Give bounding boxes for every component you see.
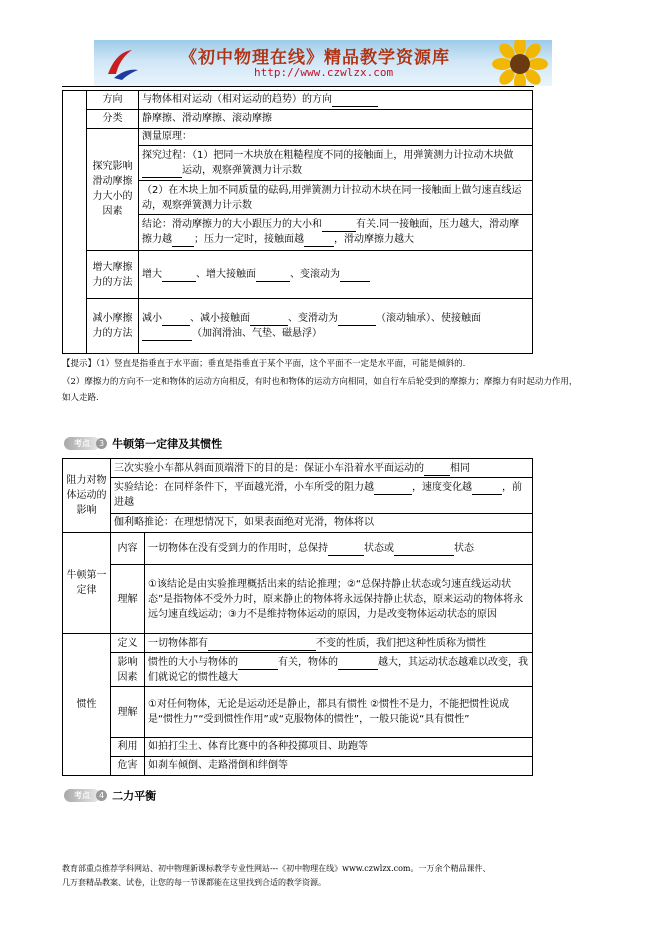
- kp3-title: 牛顿第一定律及其惯性: [112, 437, 223, 451]
- footer-line-1: 教育部重点推荐学科网站、初中物理新课标教学专业性网站---《初中物理在线》www.czwlzx.com。一万余个精品课件、: [62, 864, 491, 873]
- footer: [62, 862, 602, 890]
- principle-cell: 测量原理：: [139, 128, 533, 145]
- site-logo-icon: [102, 44, 142, 84]
- explore-label: 探究影响滑动摩擦力大小的因素: [87, 128, 139, 250]
- harm-label: 危害: [111, 756, 145, 775]
- kp4-title: 二力平衡: [112, 789, 157, 803]
- process-2-cell: （2）在木块上加不同质量的砝码,用弹簧测力计拉动木块在同一接触面上做匀速直线运动，观察弹簧测力计示数: [139, 181, 533, 215]
- kp4-num: 4: [96, 790, 107, 801]
- tip-line-1: 【提示】（1）竖直是指垂直于水平面；垂直是指垂直于某个平面，这个平面不一定是水平面，可能是倾斜的.: [62, 359, 466, 369]
- newton-table: [62, 458, 533, 776]
- decrease-label: 减小摩擦力的方法: [87, 299, 139, 354]
- decrease-cell: 减小 、减小接触面 、变滑动为 （滚动轴承）、使接触面（加润滑油、气垫、磁悬浮）: [139, 299, 533, 354]
- inertia-label: 惯性: [63, 634, 111, 776]
- use-cell: 如拍打尘土、体育比赛中的各种投掷项目、助跑等: [145, 737, 533, 756]
- def-cell: 一切物体都有 不变的性质，我们把这种性质称为惯性: [145, 634, 533, 653]
- header-rule: [62, 86, 534, 87]
- newton-understand-cell: ①该结论是由实验推理概括出来的结论推理；②“总保持静止状态或匀速直线运动状态”是指物体不受外力时，原来静止的物体将永远保持静止状态，原来运动的物体将永远匀速直线运动；③力不是维持物体运动的原因，力是改变物体运动状态的原因: [145, 564, 533, 634]
- inertia-understand-label: 理解: [111, 687, 145, 738]
- tip-block: [62, 356, 582, 406]
- inertia-understand-cell: ①对任何物体，无论是运动还是静止，都具有惯性 ②惯性不是力，不能把惯性说成是“惯性力”“受到惯性作用”或“克服物体的惯性”，一般只能说“具有惯性”: [145, 687, 533, 738]
- friction-table: [62, 90, 533, 354]
- resistance-row-1: 三次实验小车都从斜面顶端滑下的目的是：保证小车沿着水平面运动的 相同: [111, 459, 533, 478]
- banner-title: 《初中物理在线》精品教学资源库: [180, 48, 450, 68]
- footer-line-2: 几万套精品教案、试卷，让您的每一节课都能在这里找到合适的教学资源。: [62, 878, 326, 887]
- resistance-label: 阻力对物体运动的影响: [63, 459, 111, 533]
- increase-cell: 增大 、增大接触面 、变滚动为: [139, 250, 533, 298]
- resistance-row-3: 伽利略推论：在理想情况下，如果表面绝对光滑，物体将以: [111, 513, 533, 532]
- content-label: 内容: [111, 532, 145, 564]
- resistance-row-2: 实验结论：在同样条件下，平面越光滑，小车所受的阻力越 ，速度变化越 ，前进越: [111, 478, 533, 514]
- kp3-badge: 考点: [64, 437, 100, 450]
- conclusion-cell: 结论：滑动摩擦力的大小跟压力的大小和 有关.同一接触面，压力越大，滑动摩擦力越 ；压力一定时，接触面越 ，滑动摩擦力越大: [139, 215, 533, 251]
- sunflower-icon: [490, 40, 550, 86]
- friction-left-margin: [63, 91, 87, 354]
- classes-label: 分类: [87, 109, 139, 128]
- harm-cell: 如刹车倾倒、走路滑倒和绊倒等: [145, 756, 533, 775]
- increase-label: 增大摩擦力的方法: [87, 250, 139, 298]
- header-banner: [94, 40, 552, 86]
- kp3-num: 3: [96, 438, 107, 449]
- process-1-cell: 探究过程：（1）把同一木块放在粗糙程度不同的接触面上，用弹簧测力计拉动木块做运动，观察弹簧测力计示数: [139, 145, 533, 181]
- banner-url[interactable]: http://www.czwlzx.com: [254, 66, 394, 79]
- def-label: 定义: [111, 634, 145, 653]
- kp4-badge: 考点: [64, 789, 100, 802]
- factor-cell: 惯性的大小与物体的 有关，物体的 越大，其运动状态越难以改变，我们就说它的惯性越大: [145, 653, 533, 687]
- kp4-heading: [64, 785, 157, 803]
- use-label: 利用: [111, 737, 145, 756]
- direction-label: 方向: [87, 91, 139, 110]
- content-cell: 一切物体在没有受到力的作用时，总保持 状态或 状态: [145, 532, 533, 564]
- factor-label: 影响因素: [111, 653, 145, 687]
- direction-cell: 与物体相对运动（相对运动的趋势）的方向: [139, 91, 533, 110]
- newton-label: 牛顿第一定律: [63, 532, 111, 633]
- kp3-heading: [64, 433, 223, 451]
- newton-understand-label: 理解: [111, 564, 145, 634]
- classes-cell: 静摩擦、滑动摩擦、滚动摩擦: [139, 109, 533, 128]
- tip-line-2: （2）摩擦力的方向不一定和物体的运动方向相反，有时也和物体的运动方向相同，如自行车后轮受到的摩擦力；摩擦力有时起动力作用，如人走路.: [62, 377, 578, 403]
